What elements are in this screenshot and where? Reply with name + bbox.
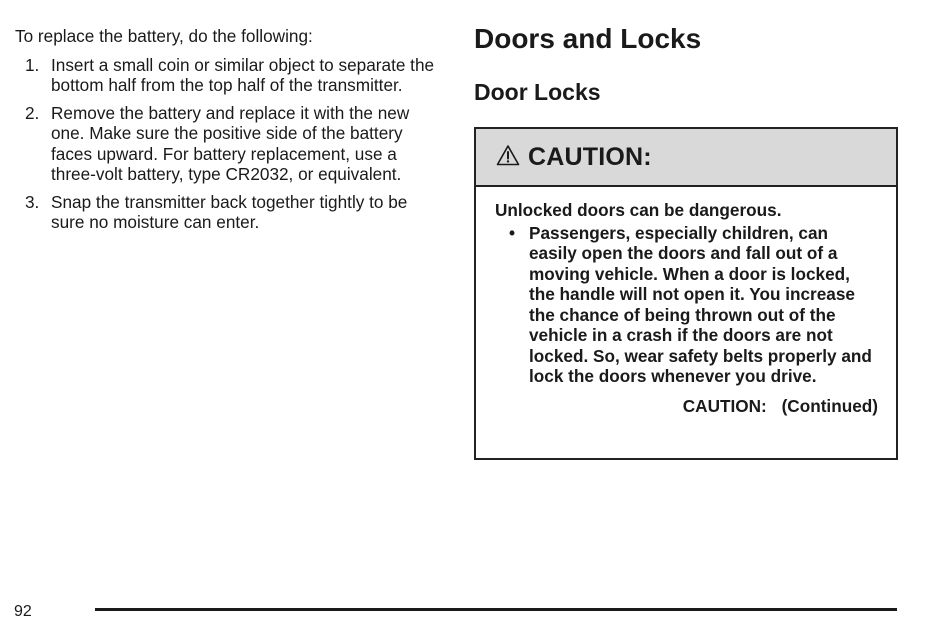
section-title: Doors and Locks (474, 23, 702, 54)
caution-intro: Unlocked doors can be dangerous. (495, 200, 782, 220)
left-column (15, 26, 445, 240)
battery-steps-list (15, 55, 445, 233)
caution-heading: CAUTION: (528, 142, 652, 171)
bullet-symbol: • (509, 222, 516, 243)
battery-intro: To replace the battery, do the following: (15, 26, 313, 46)
step-number: 1. (25, 54, 40, 75)
page-number: 92 (14, 603, 32, 620)
caution-body (476, 187, 896, 416)
caution-bullet-text: Passengers, especially children, can easily open the doors and fall out of a moving vehicle. When a door is locked, the handle will not open it. You increase the chance of being thrown out of the vehicle in a crash if the doors are not locked. So, wear safety belts properly and lock the doors whenever you drive. (529, 222, 872, 386)
list-item (15, 55, 445, 96)
right-column (474, 22, 898, 106)
continued-text: (Continued) (781, 395, 878, 416)
step-text: Insert a small coin or similar object to separate the bottom half from the top half of the transmitter. (51, 54, 435, 95)
step-number: 2. (25, 102, 40, 123)
warning-triangle-icon (496, 144, 520, 166)
list-item (495, 223, 878, 387)
caution-header (476, 129, 896, 187)
caution-continued (495, 396, 878, 417)
list-item (15, 192, 445, 233)
step-number: 3. (25, 191, 40, 212)
caution-box (474, 127, 898, 460)
continued-label: CAUTION: (682, 395, 767, 416)
step-text: Remove the battery and replace it with the new one. Make sure the positive side of the battery faces upward. For battery replacement, use a three-volt battery, type CR2032, or equivalent. (51, 102, 410, 184)
sub-title: Door Locks (474, 79, 601, 105)
list-item (15, 103, 445, 185)
step-text: Snap the transmitter back together tightly to be sure no moisture can enter. (51, 191, 408, 232)
footer-divider (95, 608, 897, 611)
